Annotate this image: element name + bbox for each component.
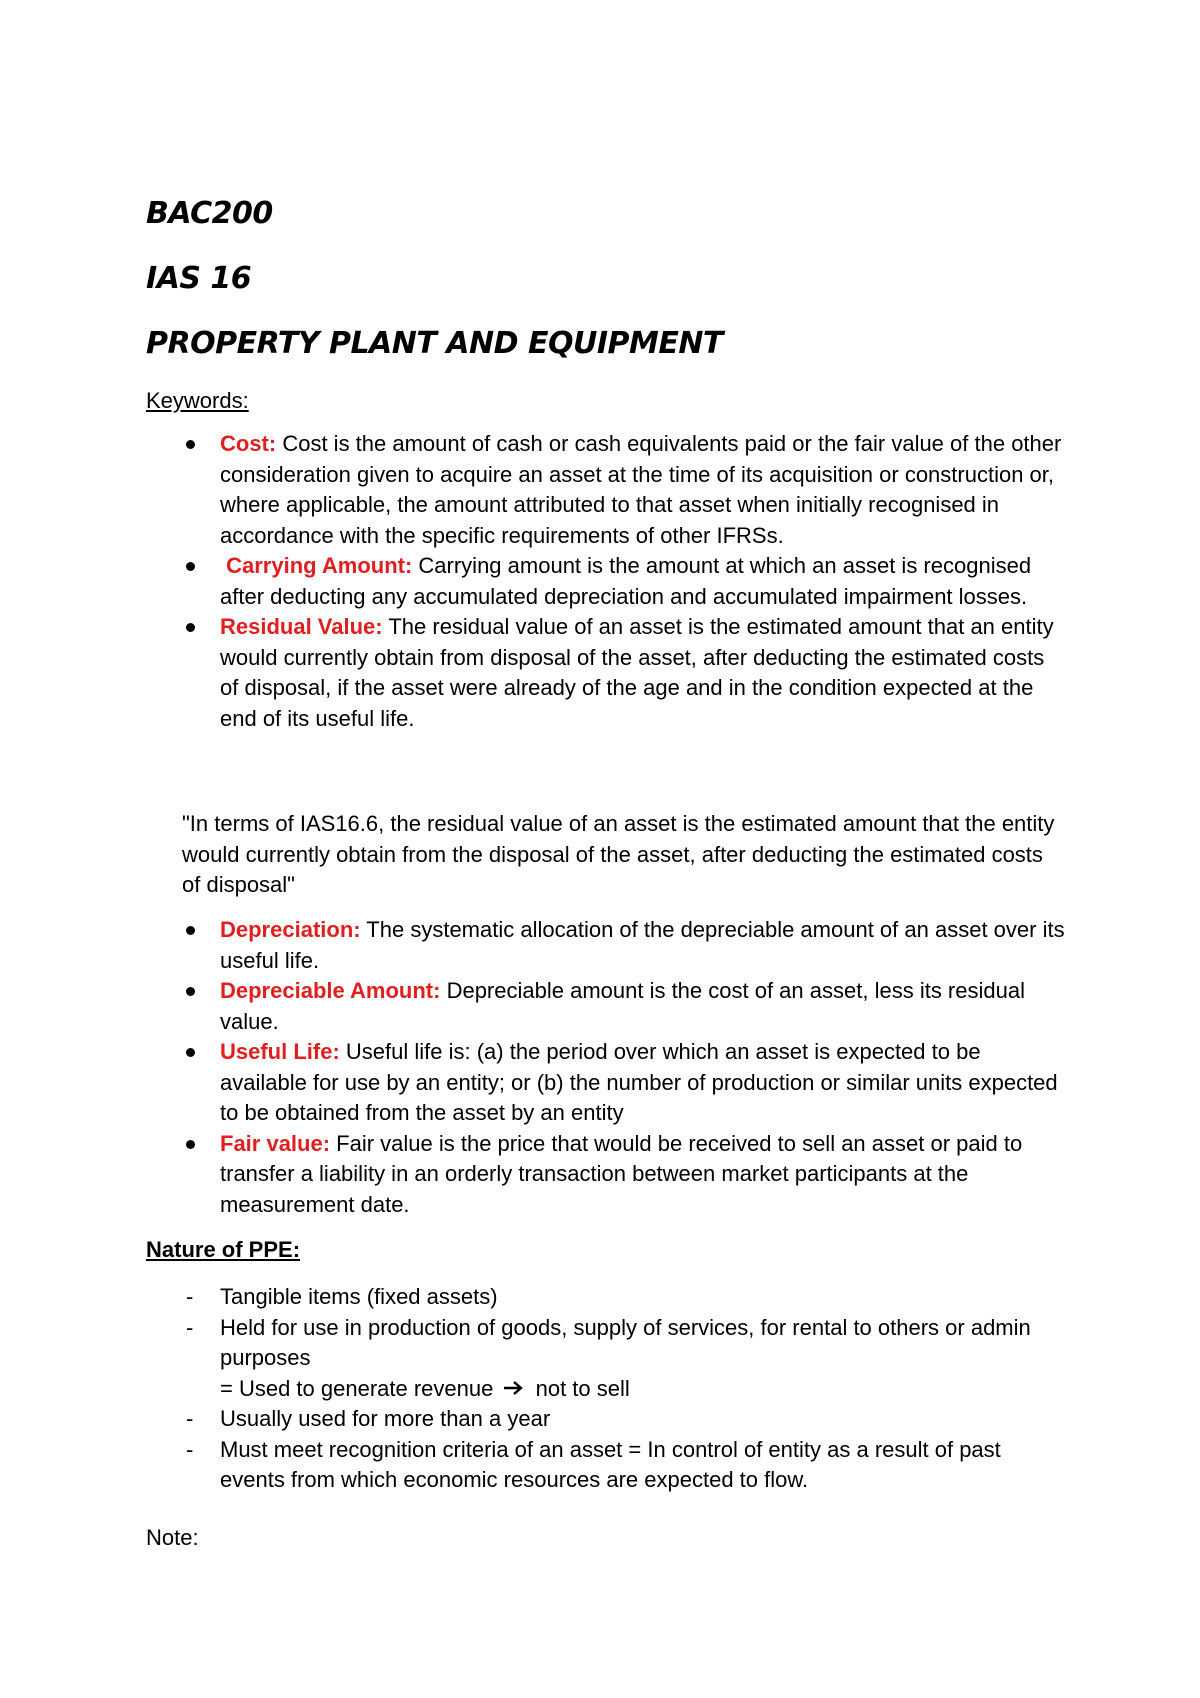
bullet-icon <box>186 1048 195 1057</box>
topic-title: PROPERTY PLANT AND EQUIPMENT <box>146 326 723 361</box>
definition-term: Useful Life: <box>220 1039 340 1064</box>
definition-term: Depreciation: <box>220 917 361 942</box>
standard-title: IAS 16 <box>146 261 252 296</box>
dash-bullet: - <box>186 1406 194 1431</box>
bullet-icon <box>186 562 195 571</box>
right-arrow-icon <box>503 1380 525 1396</box>
bullet-icon <box>186 1140 195 1149</box>
definition-term: Fair value: <box>220 1130 331 1156</box>
nature-item-text: Usually used for more than a year <box>220 1406 551 1431</box>
bullet-icon <box>186 926 195 935</box>
dash-bullet: - <box>186 1284 194 1309</box>
nature-of-ppe-heading: Nature of PPE: <box>146 1237 301 1262</box>
residual-value-quote: "In terms of IAS16.6, the residual value of an asset is the estimated amount that the entity would currently obtain from the disposal of the asset, after deducting the estimated costs of disposal" <box>182 811 1055 897</box>
definition-item-fair-value <box>186 1129 1066 1221</box>
definition-text: Carrying amount is the amount at which an asset is recognised after deducting any accumulated depreciation and accumulated impairment losses. <box>220 553 1032 609</box>
definition-term: Residual Value: <box>220 614 383 639</box>
definition-text: Useful life is: (a) the period over which an asset is expected to be available for use by an entity; or (b) the number of production or similar units expected to be obtained from the asset by an entity <box>220 1039 1058 1125</box>
definition-term: Depreciable Amount: <box>220 978 441 1003</box>
nature-list <box>182 1282 1066 1496</box>
definition-item-useful-life <box>186 1037 1066 1129</box>
definition-text: Cost is the amount of cash or cash equivalents paid or the fair value of the other consideration given to acquire an asset at the time of its acquisition or construction or, where applicable, the amount attributed to that asset when initially recognised in accordance with the specific requirements of other IFRSs. <box>220 431 1062 548</box>
nature-item <box>182 1313 1066 1405</box>
nature-item <box>182 1282 1066 1313</box>
definition-item-carrying-amount <box>186 551 1066 612</box>
definition-text: The residual value of an asset is the estimated amount that an entity would currently obtain from disposal of the asset, after deducting the estimated costs of disposal, if the asset were already of the age and in the condition expected at the end of its useful life. <box>220 614 1054 731</box>
definition-list-2 <box>186 915 1066 1220</box>
note-label: Note: <box>146 1525 199 1550</box>
definition-term: Carrying Amount: <box>220 553 413 578</box>
revenue-note-line <box>220 1374 1066 1405</box>
dash-bullet: - <box>186 1436 194 1462</box>
definition-item-residual-value <box>186 612 1066 734</box>
bullet-icon <box>186 623 195 632</box>
keywords-label: Keywords: <box>146 388 249 413</box>
course-code: BAC200 <box>146 196 273 231</box>
revenue-note-text: = Used to generate revenue <box>220 1375 494 1401</box>
bullet-icon <box>186 987 195 996</box>
nature-item-text: Held for use in production of goods, supply of services, for rental to others or admin purposes <box>220 1314 1031 1370</box>
nature-item-text: Must meet recognition criteria of an asset = In control of entity as a result of past events from which economic resources are expected to flow. <box>220 1436 1001 1492</box>
definition-item-cost <box>186 429 1066 551</box>
dash-bullet: - <box>186 1314 194 1340</box>
definition-text: Fair value is the price that would be received to sell an asset or paid to transfer a liability in an orderly transaction between market participants at the measurement date. <box>220 1130 1023 1217</box>
not-to-sell-text: not to sell <box>535 1375 630 1401</box>
nature-item <box>182 1404 1066 1435</box>
definition-term: Cost: <box>220 431 277 456</box>
definition-item-depreciation <box>186 915 1066 976</box>
bullet-icon <box>186 440 195 449</box>
nature-item <box>182 1435 1066 1496</box>
definition-item-depreciable-amount <box>186 976 1066 1037</box>
definition-text: Depreciable amount is the cost of an asset, less its residual value. <box>220 978 1025 1034</box>
definition-list-1 <box>186 429 1066 734</box>
nature-item-text: Tangible items (fixed assets) <box>220 1284 498 1309</box>
definition-text: The systematic allocation of the depreciable amount of an asset over its useful life. <box>220 917 1065 973</box>
